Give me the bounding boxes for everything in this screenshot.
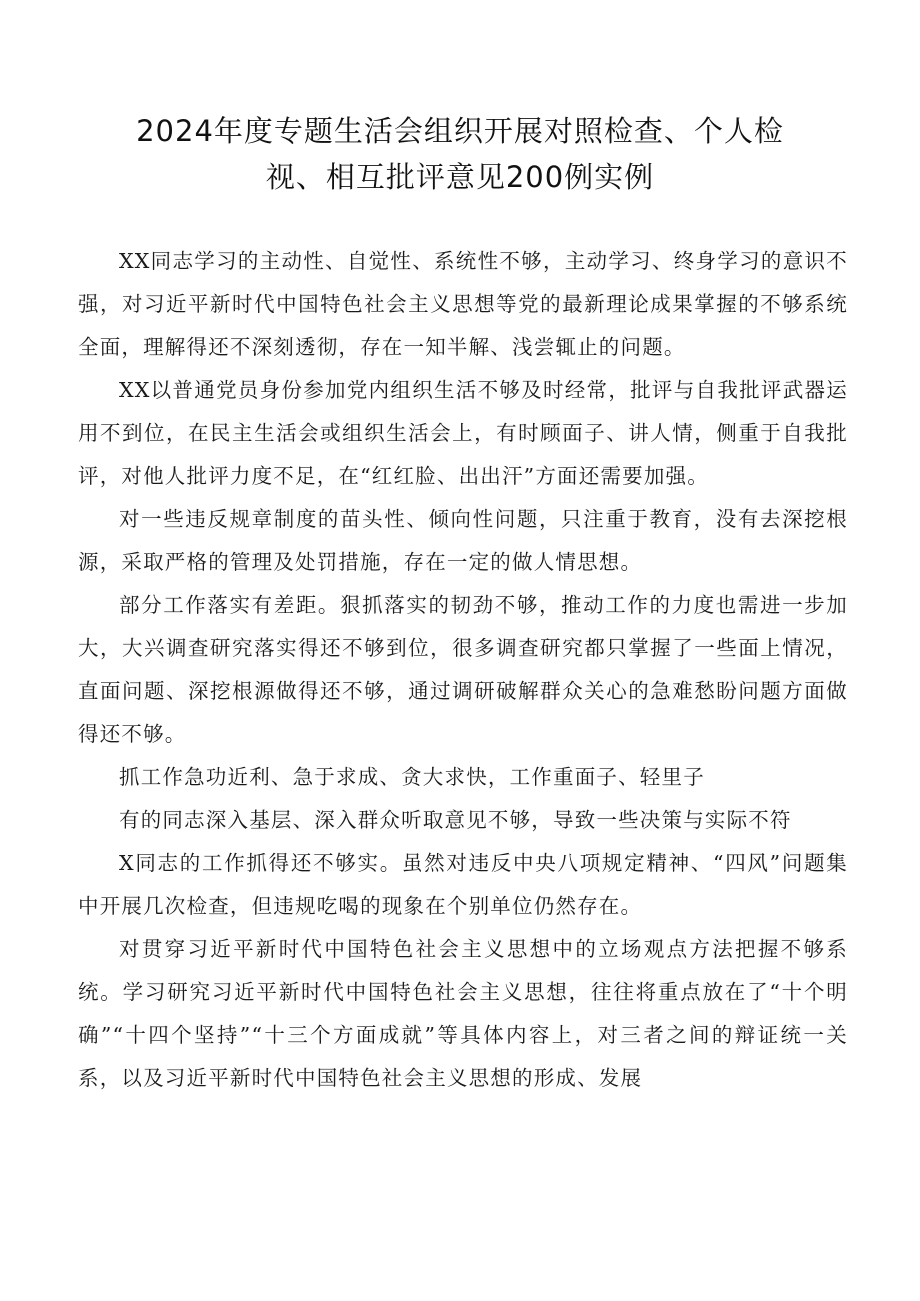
title-line-1: 2024年度专题生活会组织开展对照检查、个人检: [136, 114, 784, 148]
paragraph-3: 对一些违反规章制度的苗头性、倾向性问题，只注重于教育，没有去深挖根源，采取严格的管理及处罚措施，存在一定的做人情思想。: [78, 507, 848, 574]
paragraph-6: 有的同志深入基层、深入群众听取意见不够，导致一些决策与实际不符: [119, 808, 792, 832]
document-body: [78, 240, 848, 1100]
title-line-2: 视、相互批评意见200例实例: [265, 160, 655, 194]
paragraph-4: 部分工作落实有差距。狠抓落实的韧劲不够，推动工作的力度也需进一步加大，大兴调查研究落实得还不够到位，很多调查研究都只掌握了一些面上情况，直面问题、深挖根源做得还不够，通过调研破解群众关心的急难愁盼问题方面做得还不够。: [78, 593, 848, 746]
paragraph-1: XX同志学习的主动性、自觉性、系统性不够，主动学习、终身学习的意识不强，对习近平新时代中国特色社会主义思想等党的最新理论成果掌握的不够系统全面，理解得还不深刻透彻，存在一知半解、浅尝辄止的问题。: [78, 249, 848, 359]
paragraph-7: X同志的工作抓得还不够实。虽然对违反中央八项规定精神、“四风”问题集中开展几次检查，但违规吃喝的现象在个别单位仍然存在。: [78, 851, 848, 918]
paragraph-8: 对贯穿习近平新时代中国特色社会主义思想中的立场观点方法把握不够系统。学习研究习近平新时代中国特色社会主义思想，往往将重点放在了“十个明确”“十四个坚持”“十三个方面成就”等具体内容上，对三者之间的辩证统一关系，以及习近平新时代中国特色社会主义思想的形成、发展: [78, 937, 848, 1090]
paragraph-5: 抓工作急功近利、急于求成、贪大求快，工作重面子、轻里子: [119, 765, 705, 789]
document-title: [80, 108, 840, 200]
paragraph-2: XX以普通党员身份参加党内组织生活不够及时经常，批评与自我批评武器运用不到位，在民主生活会或组织生活会上，有时顾面子、讲人情，侧重于自我批评，对他人批评力度不足，在“红红脸、出出汗”方面还需要加强。: [78, 378, 848, 488]
